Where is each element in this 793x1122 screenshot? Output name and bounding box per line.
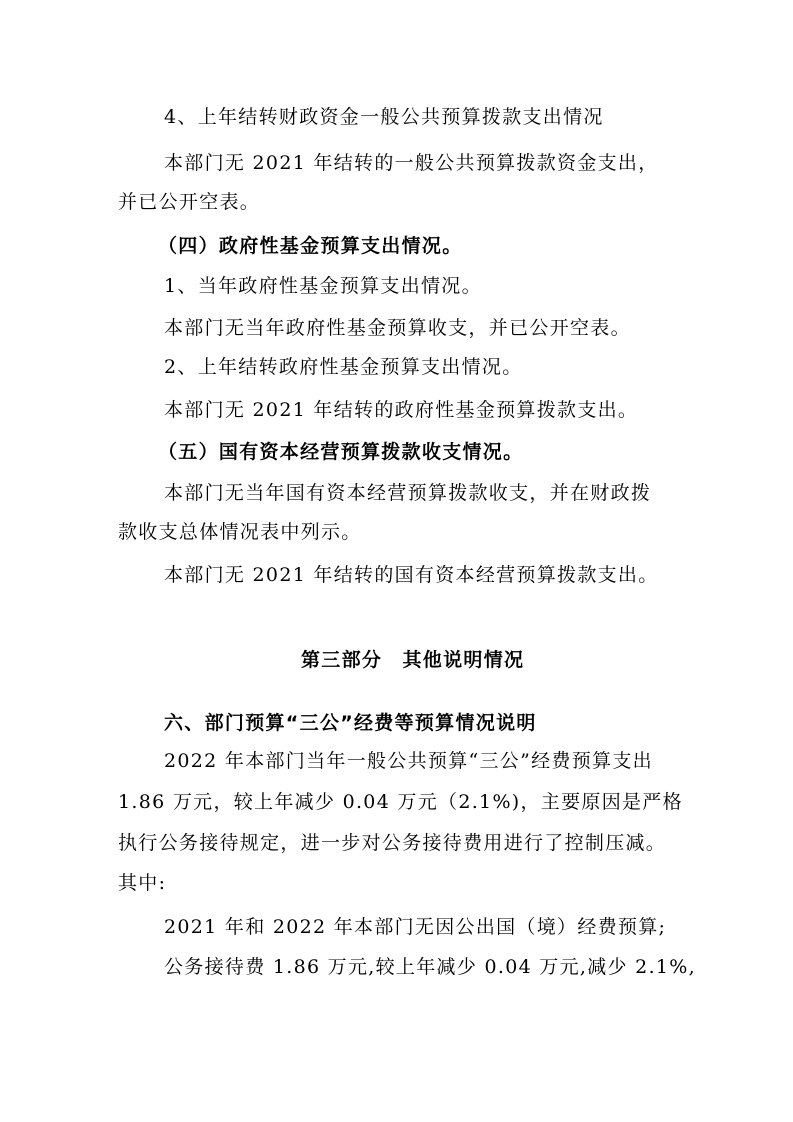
part-heading: 第三部分 其他说明情况 <box>301 649 525 671</box>
paragraph-line: 其中: <box>118 872 167 894</box>
paragraph-line: 款收支总体情况表中列示。 <box>118 521 362 543</box>
paragraph-line: 并已公开空表。 <box>118 191 261 213</box>
paragraph-line: 本部门无 2021 年结转的一般公共预算拨款资金支出， <box>164 152 659 174</box>
section-heading-5: （五）国有资本经营预算拨款收支情况。 <box>158 441 524 463</box>
paragraph-line: 本部门无当年国有资本经营预算拨款收支，并在财政拨 <box>164 482 652 504</box>
paragraph-line: 公务接待费 1.86 万元,较上年减少 0.04 万元,减少 2.1%, <box>164 956 696 978</box>
paragraph-line: 2021 年和 2022 年本部门无因公出国（境）经费预算; <box>164 916 667 938</box>
section-heading-6: 六、部门预算“三公”经费等预算情况说明 <box>164 712 537 734</box>
paragraph-line: 2022 年本部门当年一般公共预算“三公”经费预算支出 <box>164 750 653 772</box>
paragraph-line: 本部门无当年政府性基金预算收支，并已公开空表。 <box>164 317 631 339</box>
paragraph-line: 本部门无 2021 年结转的政府性基金预算拨款支出。 <box>164 399 639 421</box>
paragraph-line: 执行公务接待规定，进一步对公务接待费用进行了控制压减。 <box>118 832 667 854</box>
paragraph-line: 1.86 万元，较上年减少 0.04 万元（2.1%)，主要原因是严格 <box>118 791 683 813</box>
subsection-heading-1: 1、当年政府性基金预算支出情况。 <box>164 275 482 297</box>
section-heading-4: （四）政府性基金预算支出情况。 <box>158 235 463 257</box>
paragraph-line: 本部门无 2021 年结转的国有资本经营预算拨款支出。 <box>164 564 659 586</box>
subsection-heading-4: 4、上年结转财政资金一般公共预算拨款支出情况 <box>164 106 604 128</box>
subsection-heading-2: 2、上年结转政府性基金预算支出情况。 <box>164 356 523 378</box>
